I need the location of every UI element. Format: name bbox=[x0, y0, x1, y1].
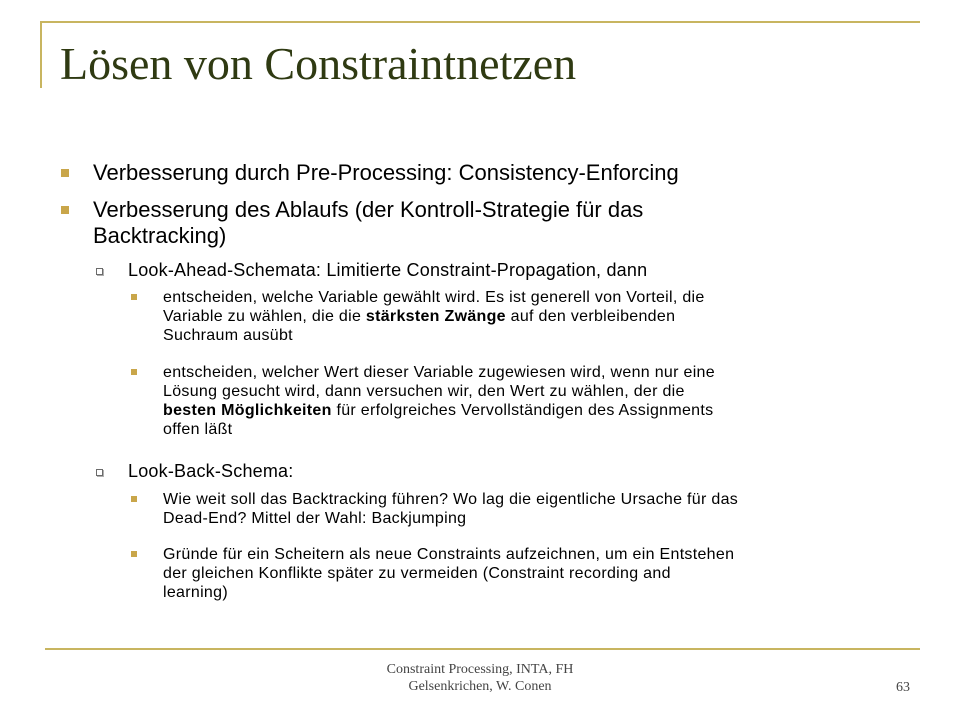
sub-sub-bullet-text: der gleichen Konflikte später zu vermeiden (Constraint recording and bbox=[163, 565, 671, 582]
bullet-square-icon bbox=[131, 496, 137, 502]
text-segment: für erfolgreiches Vervollständigen des Assignments bbox=[331, 402, 714, 419]
emphasis-text: besten Möglichkeiten bbox=[163, 402, 332, 419]
bullet-text: Verbesserung des Ablaufs (der Kontroll-Strategie für das bbox=[93, 197, 644, 222]
sub-sub-bullet-text: offen läßt bbox=[163, 421, 233, 438]
text-segment: auf den verbleibenden bbox=[505, 308, 676, 325]
frame-top-line bbox=[40, 21, 920, 23]
sub-sub-bullet-text: learning) bbox=[163, 584, 228, 601]
text-segment: Variable zu wählen, die die bbox=[163, 308, 366, 325]
sub-sub-bullet-text: Suchraum ausübt bbox=[163, 327, 293, 344]
hollow-square-bullet-icon bbox=[96, 469, 103, 476]
sub-sub-bullet-text: entscheiden, welcher Wert dieser Variable zugewiesen wird, wenn nur eine bbox=[163, 364, 715, 381]
sub-sub-bullet-text: Lösung gesucht wird, dann versuchen wir, den Wert zu wählen, der die bbox=[163, 383, 685, 400]
bullet-square-icon bbox=[131, 551, 137, 557]
page-number: 63 bbox=[896, 680, 910, 695]
sub-sub-bullet-text: Wie weit soll das Backtracking führen? Wo lag die eigentliche Ursache für das bbox=[163, 491, 739, 508]
bullet-text: Verbesserung durch Pre-Processing: Consistency-Enforcing bbox=[93, 160, 679, 185]
frame-left-line bbox=[40, 21, 42, 88]
footer-line: Gelsenkrichen, W. Conen bbox=[408, 679, 552, 694]
bullet-square-icon bbox=[61, 169, 69, 177]
slide-title: Lösen von Constraintnetzen bbox=[60, 38, 577, 89]
footer-caption bbox=[300, 661, 660, 695]
bullet-square-icon bbox=[131, 294, 137, 300]
footer-line: Constraint Processing, INTA, FH bbox=[386, 662, 574, 677]
sub-sub-bullet-text: entscheiden, welche Variable gewählt wird. Es ist generell von Vorteil, die bbox=[163, 289, 705, 306]
hollow-square-bullet-icon bbox=[96, 268, 103, 275]
footer-divider bbox=[45, 648, 920, 650]
bullet-text: Backtracking) bbox=[93, 223, 227, 248]
sub-sub-bullet-text bbox=[163, 307, 675, 326]
bullet-square-icon bbox=[61, 206, 69, 214]
sub-bullet-text: Look-Ahead-Schemata: Limitierte Constraint-Propagation, dann bbox=[128, 260, 648, 280]
sub-bullet-text: Look-Back-Schema: bbox=[128, 461, 294, 481]
bullet-square-icon bbox=[131, 369, 137, 375]
sub-sub-bullet-text bbox=[163, 401, 713, 420]
sub-sub-bullet-text: Dead-End? Mittel der Wahl: Backjumping bbox=[163, 510, 467, 527]
sub-sub-bullet-text: Gründe für ein Scheitern als neue Constraints aufzeichnen, um ein Entstehen bbox=[163, 546, 735, 563]
emphasis-text: stärksten Zwänge bbox=[365, 308, 506, 325]
